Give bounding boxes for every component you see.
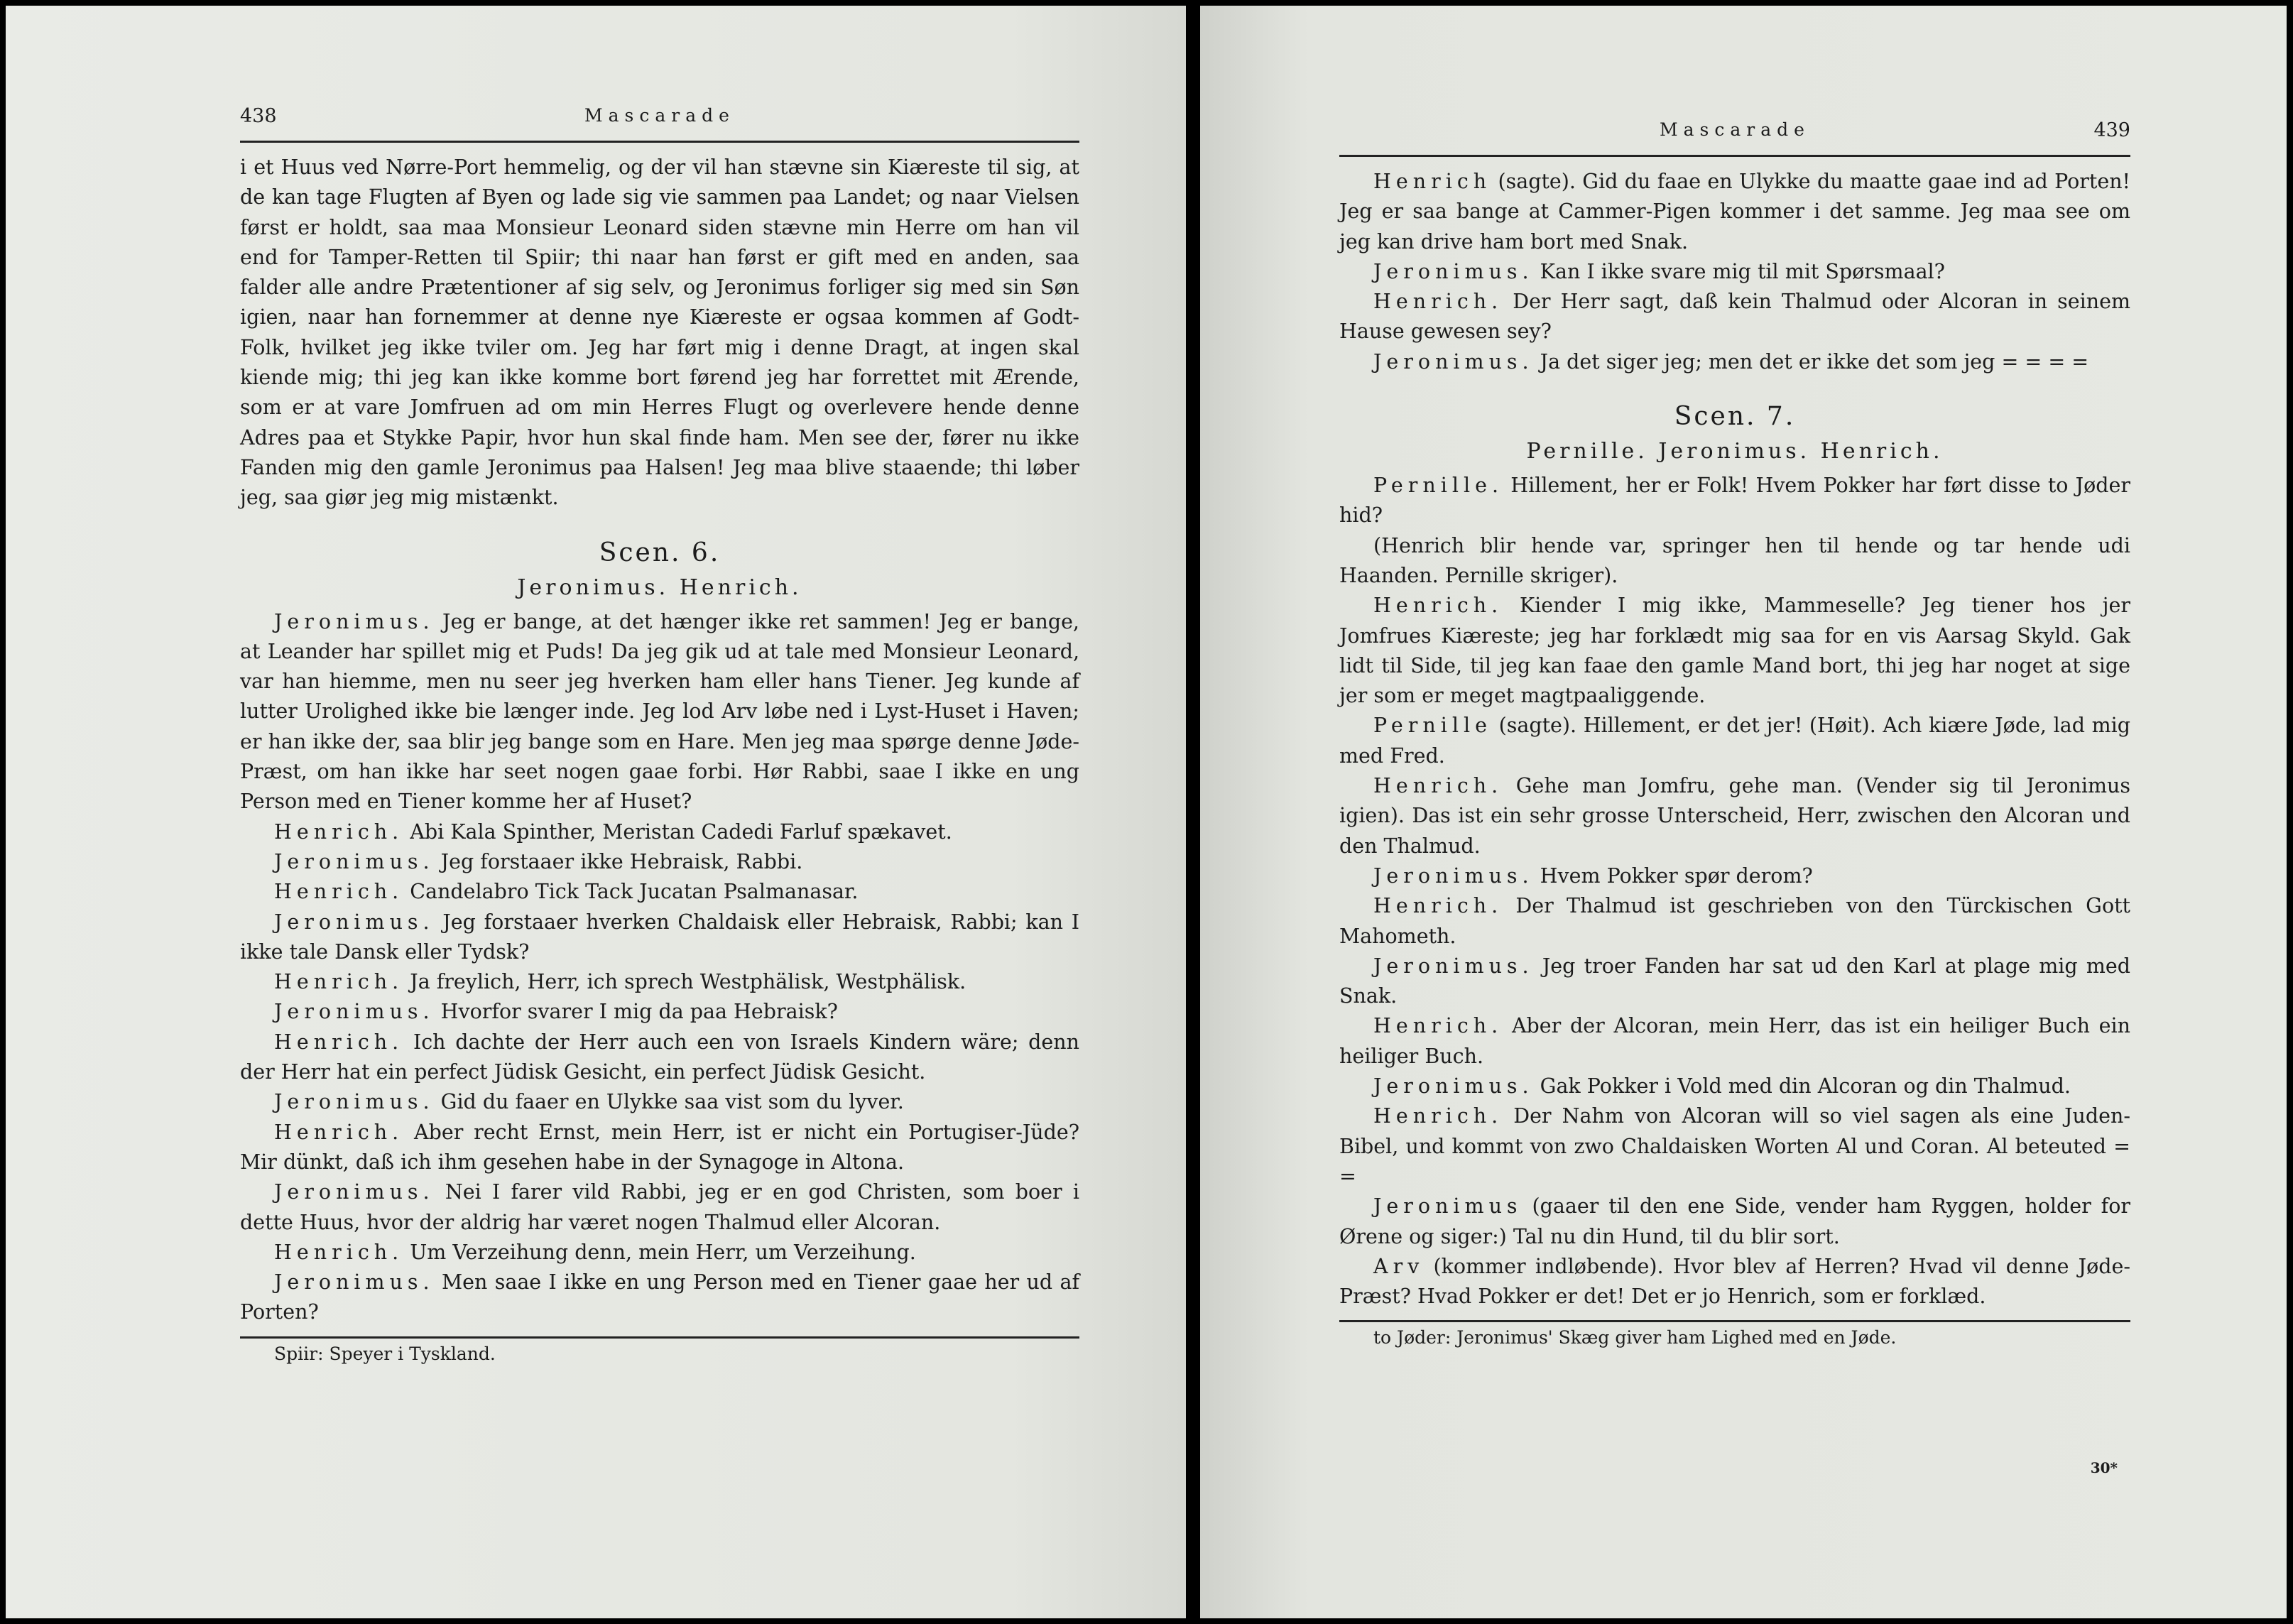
- speech-text: (sagte). Gid du faae en Ulykke du maatte gaae ind ad Porten! Jeg er saa bange at Cammer-Pigen kommer i det samme. Jeg maa see om jeg kan drive ham bort med Snak.: [1339, 170, 2131, 254]
- page-number: 438: [240, 105, 277, 127]
- speaker-name: Jeronimus.: [274, 1090, 435, 1114]
- speech-text: (Henrich blir hende var, springer hen til hende og tar hende udi Haanden. Pernille skriger).: [1339, 533, 2130, 587]
- left-page: [6, 6, 1186, 1618]
- speaker-name: Henrich.: [274, 1240, 404, 1264]
- scene-title: Scen. 7.: [1674, 402, 1796, 432]
- speaker-name: Jeronimus.: [274, 1000, 435, 1024]
- speech-text: Ich dachte der Herr auch een von Israels Kindern wäre; denn der Herr hat ein perfect Jüdisk Gesicht, ein perfect Jüdisk Gesicht.: [240, 1030, 1079, 1084]
- dialogue-line: [1339, 711, 2130, 771]
- dialogue-line: [1339, 1252, 2130, 1312]
- dialogue-line: [240, 817, 1079, 847]
- speaker-name: Pernille.: [1373, 474, 1504, 498]
- speaker-name: Henrich: [1373, 170, 1492, 193]
- speaker-name: Arv: [1373, 1254, 1425, 1278]
- dialogue-line: [1339, 471, 2130, 531]
- speaker-name: Jeronimus.: [1373, 1074, 1534, 1099]
- speech-text: Hvorfor svarer I mig da paa Hebraisk?: [440, 1000, 838, 1024]
- dialogue-line: [240, 1028, 1079, 1088]
- speaker-name: Jeronimus.: [1373, 863, 1534, 888]
- header-rule: [240, 141, 1079, 143]
- dialogue-line: [240, 607, 1079, 817]
- scene-title: Scen. 6.: [599, 538, 721, 567]
- dialogue-line: [1339, 952, 2130, 1012]
- speaker-name: Jeronimus.: [274, 1180, 435, 1204]
- speaker-name: Henrich.: [1373, 1014, 1503, 1038]
- dialogue-line: [240, 1118, 1079, 1178]
- speech-text: Aber der Alcoran, mein Herr, das ist ein heiliger Buch ein heiliger Buch.: [1339, 1014, 2131, 1068]
- dialogue-line: [1339, 257, 2130, 287]
- speaker-name: Henrich.: [1373, 290, 1503, 314]
- scene-persons: Jeronimus. Henrich.: [517, 574, 802, 600]
- dialogue-line: [240, 1087, 1079, 1117]
- speech-text: Der Nahm von Alcoran will so viel sagen als eine Juden-Bibel, und kommt von zwo Chaldaisken Worten Al und Coran. Al beteuted = =: [1339, 1104, 2130, 1188]
- dialogue-line: [240, 908, 1079, 968]
- dialogue-line: [240, 967, 1079, 997]
- speech-text: Gehe man Jomfru, gehe man. (Vender sig til Jeronimus igien). Das ist ein sehr grosse Unterscheid, Herr, zwischen den Alcoran und den Thalmud.: [1339, 774, 2130, 858]
- dialogue-line: [240, 1268, 1079, 1328]
- speech-text: Men saae I ikke en ung Person med en Tiener gaae her ud af Porten?: [240, 1270, 1079, 1324]
- dialogue-line: [1339, 591, 2130, 711]
- dialogue-line: [240, 847, 1079, 877]
- running-header: [1339, 119, 2130, 155]
- speaker-name: Jeronimus.: [274, 910, 435, 934]
- speech-text: Aber recht Ernst, mein Herr, ist er nicht ein Portugiser-Jüde? Mir dünkt, daß ich ihm gesehen habe in der Synagoge in Altona.: [240, 1120, 1080, 1174]
- speech-text: Jeg forstaaer hverken Chaldaisk eller Hebraisk, Rabbi; kan I ikke tale Dansk eller Tydsk?: [240, 910, 1079, 964]
- speaker-name: Jeronimus.: [1373, 954, 1534, 978]
- dialogue-line: [240, 877, 1079, 907]
- dialogue: [240, 607, 1079, 1328]
- speech-text: Abi Kala Spinther, Meristan Cadedi Farluf spækavet.: [410, 819, 952, 844]
- right-page: [1200, 6, 2287, 1618]
- dialogue: [1339, 167, 2130, 377]
- dialogue: [1339, 471, 2130, 1312]
- speaker-name: Jeronimus.: [274, 1270, 435, 1295]
- page-number: 439: [2093, 119, 2130, 141]
- speech-text: Nei I farer vild Rabbi, jeg er en god Christen, som boer i dette Huus, hvor der aldrig har været nogen Thalmud eller Alcoran.: [240, 1180, 1079, 1234]
- speech-text: (sagte). Hillement, er det jer! (Høit). Ach kiære Jøde, lad mig med Fred.: [1339, 714, 2130, 768]
- dialogue-line: [1339, 891, 2130, 952]
- dialogue-line: [1339, 771, 2130, 861]
- speech-text: Der Thalmud ist geschrieben von den Türckischen Gott Mahometh.: [1339, 894, 2131, 948]
- running-title: Mascarade: [1660, 119, 1810, 140]
- running-header: [240, 105, 1079, 141]
- dialogue-line: [1339, 287, 2130, 347]
- speaker-name: Jeronimus.: [274, 609, 435, 633]
- speech-text: Gak Pokker i Vold med din Alcoran og din Thalmud.: [1540, 1074, 2071, 1099]
- speech-text: (kommer indløbende). Hvor blev af Herren? Hvad vil denne Jøde-Præst? Hvad Pokker er det! Det er jo Henrich, som er forklæd.: [1339, 1254, 2131, 1309]
- speaker-name: Henrich.: [1373, 774, 1503, 798]
- paragraph: i et Huus ved Nørre-Port hemmelig, og der vil han stævne sin Kiæreste til sig, at de kan tage Flugten af Byen og lade sig vie sammen paa Landet; og naar Vielsen først er holdt, saa maa Monsieur Leonard siden stævne min Herre om han vil end for Tamper-Retten til Spiir; thi naar han først er gift med en anden, saa falder alle andre Prætentioner af sig selv, og Jeronimus forliger sig med sin Søn igien, naar han fornemmer at denne nye Kiæreste er ogsaa kommen af Godt-Folk, hvilket jeg ikke tviler om. Jeg har ført mig i denne Dragt, at ingen skal kiende mig; thi jeg kan ikke komme bort førend jeg har forrettet mit Ærende, som er at vare Jomfruen ad om min Herres Flugt og overlevere hende denne Adres paa et Stykke Papir, hvor hun skal finde ham. Men see der, fører nu ikke Fanden mig den gamle Jeronimus paa Halsen! Jeg maa blive staaende; thi løber jeg, saa giør jeg mig mistænkt.: [240, 156, 1079, 510]
- speech-text: Um Verzeihung denn, mein Herr, um Verzeihung.: [410, 1240, 916, 1264]
- dialogue-line: [240, 1238, 1079, 1268]
- speech-text: Jeg forstaaer ikke Hebraisk, Rabbi.: [440, 849, 803, 873]
- speech-text: Ja freylich, Herr, ich sprech Westphälisk, Westphälisk.: [410, 970, 966, 994]
- dialogue-line: [1339, 1072, 2130, 1101]
- speech-text: Kan I ikke svare mig til mit Spørsmaal?: [1540, 259, 1945, 283]
- speaker-name: Henrich.: [1373, 1104, 1503, 1128]
- gutter: [1186, 6, 1200, 1618]
- speaker-name: Pernille: [1373, 714, 1492, 738]
- speaker-name: Henrich.: [274, 970, 404, 994]
- speech-text: Der Herr sagt, daß kein Thalmud oder Alcoran in seinem Hause gewesen sey?: [1339, 290, 2130, 344]
- speaker-name: Henrich.: [274, 819, 404, 844]
- scene-persons: Pernille. Jeronimus. Henrich.: [1526, 439, 1944, 464]
- dialogue-line: [1339, 1101, 2130, 1192]
- speech-text: Jeg er bange, at det hænger ikke ret sammen! Jeg er bange, at Leander har spillet mig et Puds! Da jeg gik ud at tale med Monsieur Leonard, var han hiemme, men nu seer jeg hverken ham eller hans Tiener. Jeg kunde af lutter Urolighed ikke bie længer inde. Jeg lod Arv løbe ned i Lyst-Huset i Haven; er han ikke der, saa blir jeg bange som en Hare. Men jeg maa spørge denne Jøde-Præst, om han ikke har seet nogen gaae forbi. Hør Rabbi, saae I ikke en ung Person med en Tiener komme her af Huset?: [240, 609, 1079, 814]
- speech-text: Jeg troer Fanden har sat ud den Karl at plage mig med Snak.: [1339, 954, 2130, 1008]
- dialogue-line: [1339, 531, 2130, 592]
- speaker-name: Henrich.: [274, 1120, 404, 1144]
- speaker-name: Jeronimus.: [1373, 259, 1534, 283]
- speech-text: Hillement, her er Folk! Hvem Pokker har ført disse to Jøder hid?: [1339, 474, 2130, 528]
- dialogue-line: [240, 997, 1079, 1027]
- footnote: to Jøder: Jeronimus' Skæg giver ham Lighed med en Jøde.: [1373, 1327, 1897, 1348]
- speech-text: Hvem Pokker spør derom?: [1540, 863, 1813, 888]
- speech-text: (gaaer til den ene Side, vender ham Ryggen, holder for Ørene og siger:) Tal nu din Hund, til du blir sort.: [1339, 1194, 2130, 1248]
- speech-text: Candelabro Tick Tack Jucatan Psalmanasar.: [410, 880, 859, 904]
- footnote: Spiir: Speyer i Tyskland.: [274, 1343, 496, 1364]
- speaker-name: Henrich.: [1373, 894, 1503, 918]
- dialogue-line: [240, 1177, 1079, 1238]
- speech-text: Ja det siger jeg; men det er ikke det som jeg = = = =: [1540, 349, 2089, 374]
- speaker-name: Jeronimus: [1373, 1194, 1523, 1219]
- speaker-name: Henrich.: [274, 880, 404, 904]
- speaker-name: Henrich.: [274, 1030, 404, 1054]
- speech-text: Gid du faaer en Ulykke saa vist som du lyver.: [440, 1090, 904, 1114]
- header-rule: [1339, 155, 2130, 157]
- signature-mark: 30*: [2090, 1459, 2118, 1476]
- speaker-name: Henrich.: [1373, 594, 1503, 618]
- dialogue-line: [1339, 347, 2130, 377]
- speech-text: Kiender I mig ikke, Mammeselle? Jeg tiener hos jer Jomfrues Kiæreste; jeg har forklædt mig saa for en vis Aarsag Skyld. Gak lidt til Side, til jeg kan faae den gamle Mand bort, thi jeg har noget at sige jer som er meget magtpaaliggende.: [1339, 594, 2131, 708]
- page-body: [240, 153, 1079, 1328]
- speaker-name: Jeronimus.: [1373, 349, 1534, 374]
- dialogue-line: [1339, 1192, 2130, 1252]
- page-body: [1339, 167, 2130, 1312]
- speaker-name: Jeronimus.: [274, 849, 435, 873]
- dialogue-line: [1339, 167, 2130, 257]
- dialogue-line: [1339, 861, 2130, 891]
- dialogue-line: [1339, 1011, 2130, 1072]
- running-title: Mascarade: [584, 105, 735, 126]
